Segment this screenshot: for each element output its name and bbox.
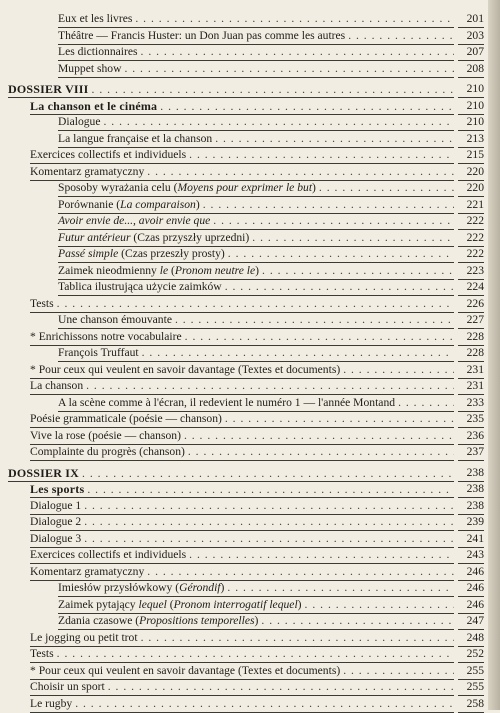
page-number: 239 xyxy=(458,513,484,531)
leader-dots xyxy=(343,662,454,680)
toc-title-segment: ( xyxy=(166,597,174,611)
leader-dots xyxy=(184,427,454,445)
page-number: 255 xyxy=(458,662,484,680)
page-number: 238 xyxy=(458,497,484,515)
leader-dots xyxy=(185,328,454,346)
toc-heading xyxy=(0,97,500,115)
toc-heading xyxy=(0,480,500,498)
toc-entry-title xyxy=(58,60,124,78)
page-number: 210 xyxy=(458,80,484,98)
page-number: 210 xyxy=(458,113,484,131)
toc-entry-title xyxy=(58,113,104,131)
toc-title-segment: ) xyxy=(297,597,302,611)
page-number: 228 xyxy=(458,328,484,346)
toc-title-segment: Vive la rose (poésie — chanson) xyxy=(30,428,181,442)
toc-entry-title xyxy=(58,596,305,614)
toc-entry-title xyxy=(30,645,57,663)
toc-entry-title xyxy=(30,629,141,647)
toc-entry-title xyxy=(30,97,160,115)
toc-entry-title xyxy=(30,497,84,515)
toc-entry xyxy=(0,497,500,515)
page-number: 224 xyxy=(458,278,484,296)
toc-entry-title xyxy=(58,394,398,412)
toc-title-segment: Le jogging ou petit trot xyxy=(30,630,138,644)
toc-entry xyxy=(0,163,500,181)
toc-entry-title xyxy=(58,27,348,45)
leader-dots xyxy=(189,146,454,164)
toc-entry-title xyxy=(30,443,188,461)
toc-entry-title xyxy=(58,579,227,597)
toc-entry xyxy=(0,179,500,197)
toc-title-segment: Avoir envie de..., avoir envie que xyxy=(58,214,211,227)
toc-title-segment: * Pour ceux qui veulent en savoir davantage (Textes et documents) xyxy=(30,362,341,376)
toc-entry xyxy=(0,130,500,148)
toc-title-segment: Zdania czasowe ( xyxy=(58,614,140,627)
toc-entry xyxy=(0,377,500,395)
toc-entry xyxy=(0,629,500,647)
toc-entry xyxy=(0,60,500,78)
toc-title-segment: Tablica ilustrująca użycie zaimków xyxy=(58,280,222,293)
page-number: 222 xyxy=(458,229,484,247)
toc-entry xyxy=(0,427,500,445)
toc-entry-title xyxy=(30,563,147,581)
page-number: 238 xyxy=(458,480,484,498)
page-number: 243 xyxy=(458,546,484,564)
toc-entry-title xyxy=(30,377,86,395)
toc-title-segment: Gérondif xyxy=(179,581,221,594)
toc-title-segment: Sposoby wyrażania celu ( xyxy=(58,181,178,194)
toc-entry xyxy=(0,579,500,597)
leader-dots xyxy=(215,130,454,148)
page-number: 248 xyxy=(458,629,484,647)
toc-title-segment: Tests xyxy=(30,647,54,660)
toc-entry-title xyxy=(8,464,82,482)
leader-dots xyxy=(57,295,454,313)
leader-dots xyxy=(262,262,454,280)
toc-entry-title xyxy=(58,262,262,280)
toc-entry-title xyxy=(30,163,147,181)
leader-dots xyxy=(228,245,454,263)
toc-title-segment: ) xyxy=(195,197,200,211)
page-number: 220 xyxy=(458,179,484,197)
leader-dots xyxy=(188,443,454,461)
toc-entry-title xyxy=(58,344,142,362)
toc-title-segment: Complainte du progrès (chanson) xyxy=(30,445,185,458)
toc-entry-title xyxy=(30,530,84,548)
toc-entry-title xyxy=(58,278,225,296)
toc-title-segment: Zaimek pytający xyxy=(58,597,139,611)
toc-entry xyxy=(0,662,500,680)
page-number: 208 xyxy=(458,60,484,78)
toc-title-segment: lequel xyxy=(138,597,167,611)
toc-title-segment: Exercices collectifs et individuels xyxy=(30,148,187,161)
toc-title-segment: ) xyxy=(254,614,259,627)
toc-entry-title xyxy=(58,612,261,630)
toc-entry-title xyxy=(30,427,184,445)
leader-dots xyxy=(225,278,454,296)
toc-entry xyxy=(0,229,500,247)
toc-title-segment: Futur antérieur xyxy=(58,230,131,244)
toc-entry-title xyxy=(58,179,319,197)
page-edge xyxy=(488,0,500,710)
leader-dots xyxy=(84,513,454,531)
leader-dots xyxy=(203,196,454,214)
page-number: 210 xyxy=(458,97,484,115)
page-number: 241 xyxy=(458,530,484,548)
leader-dots xyxy=(104,113,455,131)
toc-title-segment: Choisir un sport xyxy=(30,680,105,693)
toc-title-segment: Tests xyxy=(30,296,54,310)
toc-entry-title xyxy=(30,361,343,379)
toc-title-segment: La comparaison xyxy=(120,197,196,211)
toc-title-segment: * Pour ceux qui veulent en savoir davantage (Textes et documents) xyxy=(30,663,341,677)
toc-entry xyxy=(0,678,500,696)
toc-entry xyxy=(0,530,500,548)
toc-title-segment: Imiesłów przysłówkowy ( xyxy=(58,581,180,594)
page-number: 203 xyxy=(458,27,484,45)
toc-title-segment: Dialogue 2 xyxy=(30,515,82,528)
page-number: 233 xyxy=(458,394,484,412)
toc-entry-title xyxy=(30,328,185,346)
toc-entry-title xyxy=(8,80,92,98)
toc-title-segment: (Czas przeszły prosty) xyxy=(118,247,225,260)
toc-title-segment: La chanson et le cinéma xyxy=(30,98,158,113)
toc-title-segment: Propositions temporelles xyxy=(139,614,255,627)
leader-dots xyxy=(343,361,454,379)
toc-title-segment: ) xyxy=(220,581,225,594)
toc-entry xyxy=(0,113,500,131)
leader-dots xyxy=(57,645,454,663)
page-number: 238 xyxy=(458,464,484,482)
toc-entry-title xyxy=(58,229,252,247)
page-number: 228 xyxy=(458,344,484,362)
page-number: 220 xyxy=(458,163,484,181)
toc-title-segment: (Czas przyszły uprzedni) xyxy=(130,230,250,244)
leader-dots xyxy=(142,344,454,362)
page-number: 231 xyxy=(458,361,484,379)
page-number: 227 xyxy=(458,311,484,329)
toc-entry-title xyxy=(58,311,175,329)
toc-title-segment: Pronom interrogatif lequel xyxy=(173,597,298,611)
toc-title-segment: Passé simple xyxy=(58,247,119,260)
page-number: 222 xyxy=(458,245,484,263)
leader-dots xyxy=(84,497,454,515)
leader-dots xyxy=(348,27,454,45)
toc-title-segment: François Truffaut xyxy=(58,346,139,359)
toc-entry xyxy=(0,361,500,379)
page-number: 237 xyxy=(458,443,484,461)
toc-title-segment: Moyens pour exprimer le but xyxy=(177,181,313,194)
toc-entry-title xyxy=(30,678,108,696)
toc-entry-title xyxy=(30,410,225,428)
toc-title-segment: Eux et les livres xyxy=(58,12,133,25)
toc-entry-title xyxy=(30,546,189,564)
page-number: 223 xyxy=(458,262,484,280)
toc-entry xyxy=(0,196,500,214)
page-number: 255 xyxy=(458,678,484,696)
leader-dots xyxy=(319,179,454,197)
toc-entry xyxy=(0,344,500,362)
leader-dots xyxy=(147,163,454,181)
leader-dots xyxy=(225,410,454,428)
toc-entry xyxy=(0,245,500,263)
toc-title-segment: La chanson xyxy=(30,379,84,392)
page-number: 226 xyxy=(458,295,484,313)
toc-title-segment: Le rugby xyxy=(30,696,73,710)
page-number: 221 xyxy=(458,196,484,214)
page-number: 236 xyxy=(458,427,484,445)
toc-title-segment: ( xyxy=(168,263,175,277)
toc-title-segment: Les dictionnaires xyxy=(58,45,138,58)
toc-entry-title xyxy=(30,662,343,680)
toc-title-segment: Pronom neutre le xyxy=(174,263,256,277)
toc-entry xyxy=(0,563,500,581)
leader-dots xyxy=(227,579,454,597)
page-number: 222 xyxy=(458,212,484,230)
toc-title-segment: Komentarz gramatyczny xyxy=(30,564,145,578)
toc-title-segment: Théâtre — Francis Huster: un Don Juan pas comme les autres xyxy=(58,28,346,42)
leader-dots xyxy=(147,563,454,581)
toc-title-segment: Exercices collectifs et individuels xyxy=(30,548,187,561)
toc-title-segment: Komentarz gramatyczny xyxy=(30,164,145,178)
leader-dots xyxy=(108,678,454,696)
toc-entry xyxy=(0,645,500,663)
page-number: 247 xyxy=(458,612,484,630)
toc-entry-title xyxy=(30,146,189,164)
toc-entry-title xyxy=(58,196,203,214)
toc-title-segment: Dialogue xyxy=(58,115,101,128)
page-number: 252 xyxy=(458,645,484,663)
leader-dots xyxy=(398,394,454,412)
leader-dots xyxy=(141,43,454,61)
toc-entry xyxy=(0,328,500,346)
page-number: 246 xyxy=(458,563,484,581)
toc-entry-title xyxy=(58,245,228,263)
leader-dots xyxy=(305,596,454,614)
toc-entry xyxy=(0,43,500,61)
page-number: 201 xyxy=(458,10,484,28)
toc-title-segment: * Enrichissons notre vocabulaire xyxy=(30,329,182,343)
toc-heading xyxy=(0,464,500,482)
toc-entry-title xyxy=(30,513,84,531)
leader-dots xyxy=(261,612,454,630)
page-number: 246 xyxy=(458,579,484,597)
leader-dots xyxy=(175,311,454,329)
toc-entry xyxy=(0,212,500,230)
page-number: 215 xyxy=(458,146,484,164)
leader-dots xyxy=(84,530,454,548)
toc-entry xyxy=(0,311,500,329)
toc-entry xyxy=(0,612,500,630)
leader-dots xyxy=(141,629,454,647)
toc-entry-title xyxy=(58,130,215,148)
leader-dots xyxy=(124,60,454,78)
page-number: 258 xyxy=(458,695,484,713)
leader-dots xyxy=(135,10,454,28)
toc-entry xyxy=(0,546,500,564)
toc-title-segment: le xyxy=(159,263,169,277)
toc-entry-title xyxy=(58,10,135,28)
toc-entry xyxy=(0,262,500,280)
toc-entry xyxy=(0,146,500,164)
toc-title-segment: Poésie grammaticale (poésie — chanson) xyxy=(30,412,222,425)
toc-title-segment: DOSSIER IX xyxy=(8,465,80,480)
toc-entry xyxy=(0,295,500,313)
page-number: 213 xyxy=(458,130,484,148)
leader-dots xyxy=(213,212,454,230)
toc-entry xyxy=(0,443,500,461)
toc-title-segment: Dialogue 1 xyxy=(30,498,82,512)
toc-entry-title xyxy=(30,295,57,313)
toc-entry-title xyxy=(58,212,213,230)
toc-title-segment: Une chanson émouvante xyxy=(58,313,172,326)
page-number: 231 xyxy=(458,377,484,395)
toc-title-segment: Muppet show xyxy=(58,61,122,75)
toc-title-segment: DOSSIER VIII xyxy=(8,82,89,96)
leader-dots xyxy=(189,546,454,564)
toc-entry xyxy=(0,410,500,428)
toc-entry-title xyxy=(30,480,87,498)
toc-title-segment: A la scène comme à l'écran, il redevient le numéro 1 — l'année Montand xyxy=(58,395,396,409)
toc-title-segment: Dialogue 3 xyxy=(30,531,82,545)
toc-title-segment: Les sports xyxy=(30,482,85,496)
toc-title-segment: Porównanie ( xyxy=(58,197,121,211)
toc-entry xyxy=(0,596,500,614)
page-number: 246 xyxy=(458,596,484,614)
page-number: 235 xyxy=(458,410,484,428)
leader-dots xyxy=(252,229,454,247)
toc-entry xyxy=(0,10,500,28)
toc-entry xyxy=(0,278,500,296)
leader-dots xyxy=(86,377,454,395)
toc-entry xyxy=(0,27,500,45)
toc-title-segment: ) xyxy=(312,181,316,194)
toc-entry xyxy=(0,394,500,412)
toc-entry-title xyxy=(58,43,141,61)
toc-title-segment: Zaimek nieodmienny xyxy=(58,263,160,277)
page-number: 207 xyxy=(458,43,484,61)
toc-title-segment: La langue française et la chanson xyxy=(58,131,213,145)
toc-title-segment: ) xyxy=(255,263,260,277)
toc-entry xyxy=(0,513,500,531)
toc-heading xyxy=(0,80,500,98)
